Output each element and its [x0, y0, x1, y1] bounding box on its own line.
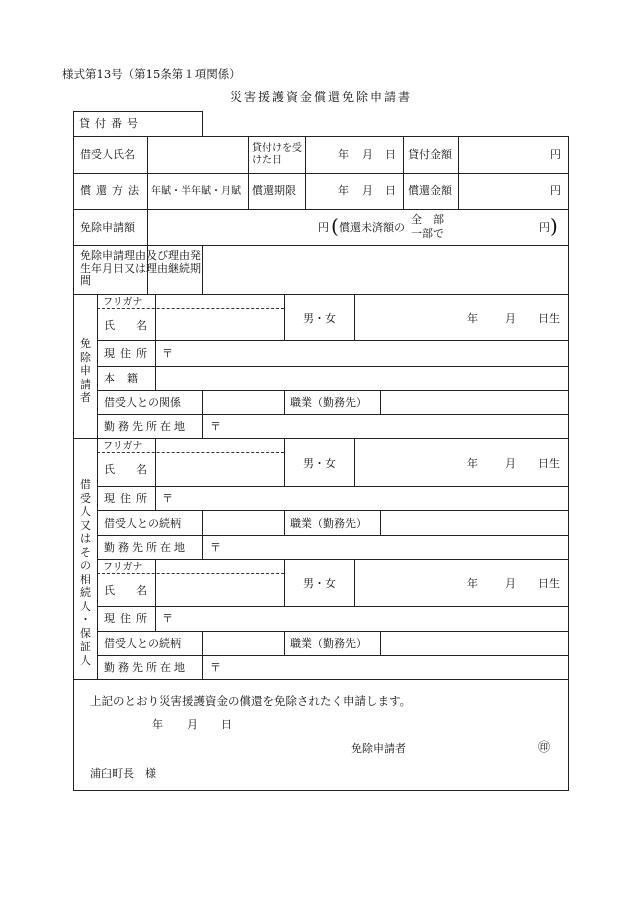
rule — [73, 790, 569, 791]
rule — [380, 631, 381, 655]
work-address-label: 勤務先所在地 — [104, 541, 188, 554]
rule — [202, 390, 203, 438]
relationship-label: 借受人との続柄 — [104, 517, 181, 530]
rule — [97, 294, 98, 679]
loan-no-label: 貸付番号 — [79, 117, 143, 130]
rule — [97, 631, 569, 632]
form-id: 様式第13号（第15条第１項関係） — [62, 67, 241, 81]
rule — [73, 294, 569, 295]
year-mark: 年 — [338, 148, 349, 161]
gender-options: 男・女 — [303, 312, 336, 325]
month-mark: 月 — [505, 577, 516, 590]
rule — [284, 510, 285, 535]
rule — [97, 559, 569, 560]
part-label: 一部で — [411, 227, 444, 240]
rule — [380, 510, 381, 535]
rule — [73, 111, 74, 791]
repay-method-label: 償還方法 — [80, 184, 144, 197]
postal-mark: 〒 — [210, 420, 221, 433]
rule — [202, 111, 203, 136]
furigana-label: フリガナ — [103, 297, 143, 308]
rule — [97, 606, 569, 607]
exemption-amount-label: 免除申請額 — [80, 221, 135, 234]
addressee: 浦臼町長 様 — [90, 767, 156, 780]
rule — [202, 245, 203, 294]
rule — [284, 390, 285, 414]
loan-date-label: 貸付けを受けた日 — [252, 143, 302, 166]
furigana-label: フリガナ — [103, 562, 143, 573]
rule — [354, 294, 355, 340]
rule — [73, 679, 569, 680]
month-mark: 月 — [505, 457, 516, 470]
month-mark: 月 — [187, 718, 198, 731]
address-label: 現住所 — [104, 492, 152, 505]
rule — [568, 136, 569, 791]
reason-label: 免除申請理由及び理由発生年月日又は理由継続期間 — [80, 249, 201, 287]
rule — [380, 390, 381, 414]
rule — [458, 136, 459, 209]
occupation-label: 職業（勤務先） — [290, 517, 367, 530]
rule — [97, 486, 569, 487]
year-mark: 年 — [338, 184, 349, 197]
yen-mark: 円 — [318, 221, 329, 234]
repay-deadline-label: 償還期限 — [252, 184, 296, 197]
yen-mark: 円 — [539, 221, 550, 234]
day-mark: 日 — [221, 718, 232, 731]
relationship-label: 借受人との続柄 — [104, 637, 181, 650]
seal-icon: ㊞ — [538, 740, 551, 754]
relation-label: 借受人との関係 — [104, 396, 181, 409]
rule — [97, 390, 569, 391]
rule — [305, 136, 306, 209]
rule — [97, 535, 569, 536]
year-mark: 年 — [467, 457, 478, 470]
work-address-label: 勤務先所在地 — [104, 661, 188, 674]
open-paren: ( — [331, 214, 339, 238]
month-mark: 月 — [362, 184, 373, 197]
address-label: 現住所 — [104, 612, 152, 625]
repay-amount-label: 償還金額 — [408, 184, 452, 197]
rule — [284, 559, 285, 606]
applicant-section-label: 免 除 申 請 者 — [80, 337, 91, 404]
name-label: 氏 名 — [104, 584, 152, 597]
guarantor-section-label: 借 受 人 又 は そ の 相 続 人 ・ 保 証 人 — [80, 478, 91, 667]
birth-suffix: 日生 — [538, 577, 560, 590]
rule — [284, 294, 285, 340]
rule — [155, 438, 156, 510]
rule — [97, 655, 569, 656]
postal-mark: 〒 — [162, 492, 173, 505]
signer-label: 免除申請者 — [351, 742, 406, 755]
birth-suffix: 日生 — [538, 457, 560, 470]
day-mark: 日 — [385, 184, 396, 197]
year-mark: 年 — [152, 718, 163, 731]
occupation-label: 職業（勤務先） — [290, 637, 367, 650]
postal-mark: 〒 — [162, 347, 173, 360]
rule — [403, 136, 404, 209]
domicile-label: 本籍 — [104, 372, 150, 385]
year-mark: 年 — [467, 312, 478, 325]
rule — [354, 438, 355, 486]
page-title: 災害援護資金償還免除申請書 — [230, 90, 413, 104]
close-paren: ) — [550, 214, 558, 238]
rule — [155, 559, 156, 631]
name-label: 氏 名 — [104, 463, 152, 476]
rule — [97, 510, 569, 511]
declaration-text: 上記のとおり災害援護資金の償還を免除されたく申請します。 — [90, 694, 412, 708]
work-address-label: 勤務先所在地 — [104, 420, 188, 433]
day-mark: 日 — [385, 148, 396, 161]
name-label: 氏 名 — [104, 319, 152, 332]
postal-mark: 〒 — [210, 541, 221, 554]
rule — [284, 438, 285, 486]
year-mark: 年 — [467, 577, 478, 590]
month-mark: 月 — [362, 148, 373, 161]
loan-amount-label: 貸付金額 — [408, 148, 452, 161]
postal-mark: 〒 — [162, 612, 173, 625]
gender-options: 男・女 — [303, 577, 336, 590]
rule — [284, 631, 285, 655]
gender-options: 男・女 — [303, 457, 336, 470]
borrower-name-label: 借受人氏名 — [80, 148, 135, 161]
rule — [73, 111, 202, 112]
address-label: 現住所 — [104, 347, 152, 360]
month-mark: 月 — [505, 312, 516, 325]
rule — [155, 294, 156, 390]
rule — [202, 510, 203, 559]
yen-mark: 円 — [550, 184, 561, 197]
rule — [97, 366, 569, 367]
rule — [354, 559, 355, 606]
rule — [202, 631, 203, 679]
rule — [97, 414, 569, 415]
rule — [248, 136, 249, 209]
all-label: 全 部 — [411, 213, 444, 226]
postal-mark: 〒 — [210, 661, 221, 674]
repay-method-options: 年賦・半年賦・月賦 — [151, 186, 241, 197]
unpaid-label: 償還未済額の — [339, 221, 405, 234]
rule — [73, 438, 569, 439]
birth-suffix: 日生 — [538, 312, 560, 325]
furigana-label: フリガナ — [103, 441, 143, 452]
occupation-label: 職業（勤務先） — [290, 396, 367, 409]
yen-mark: 円 — [550, 148, 561, 161]
rule — [97, 340, 569, 341]
